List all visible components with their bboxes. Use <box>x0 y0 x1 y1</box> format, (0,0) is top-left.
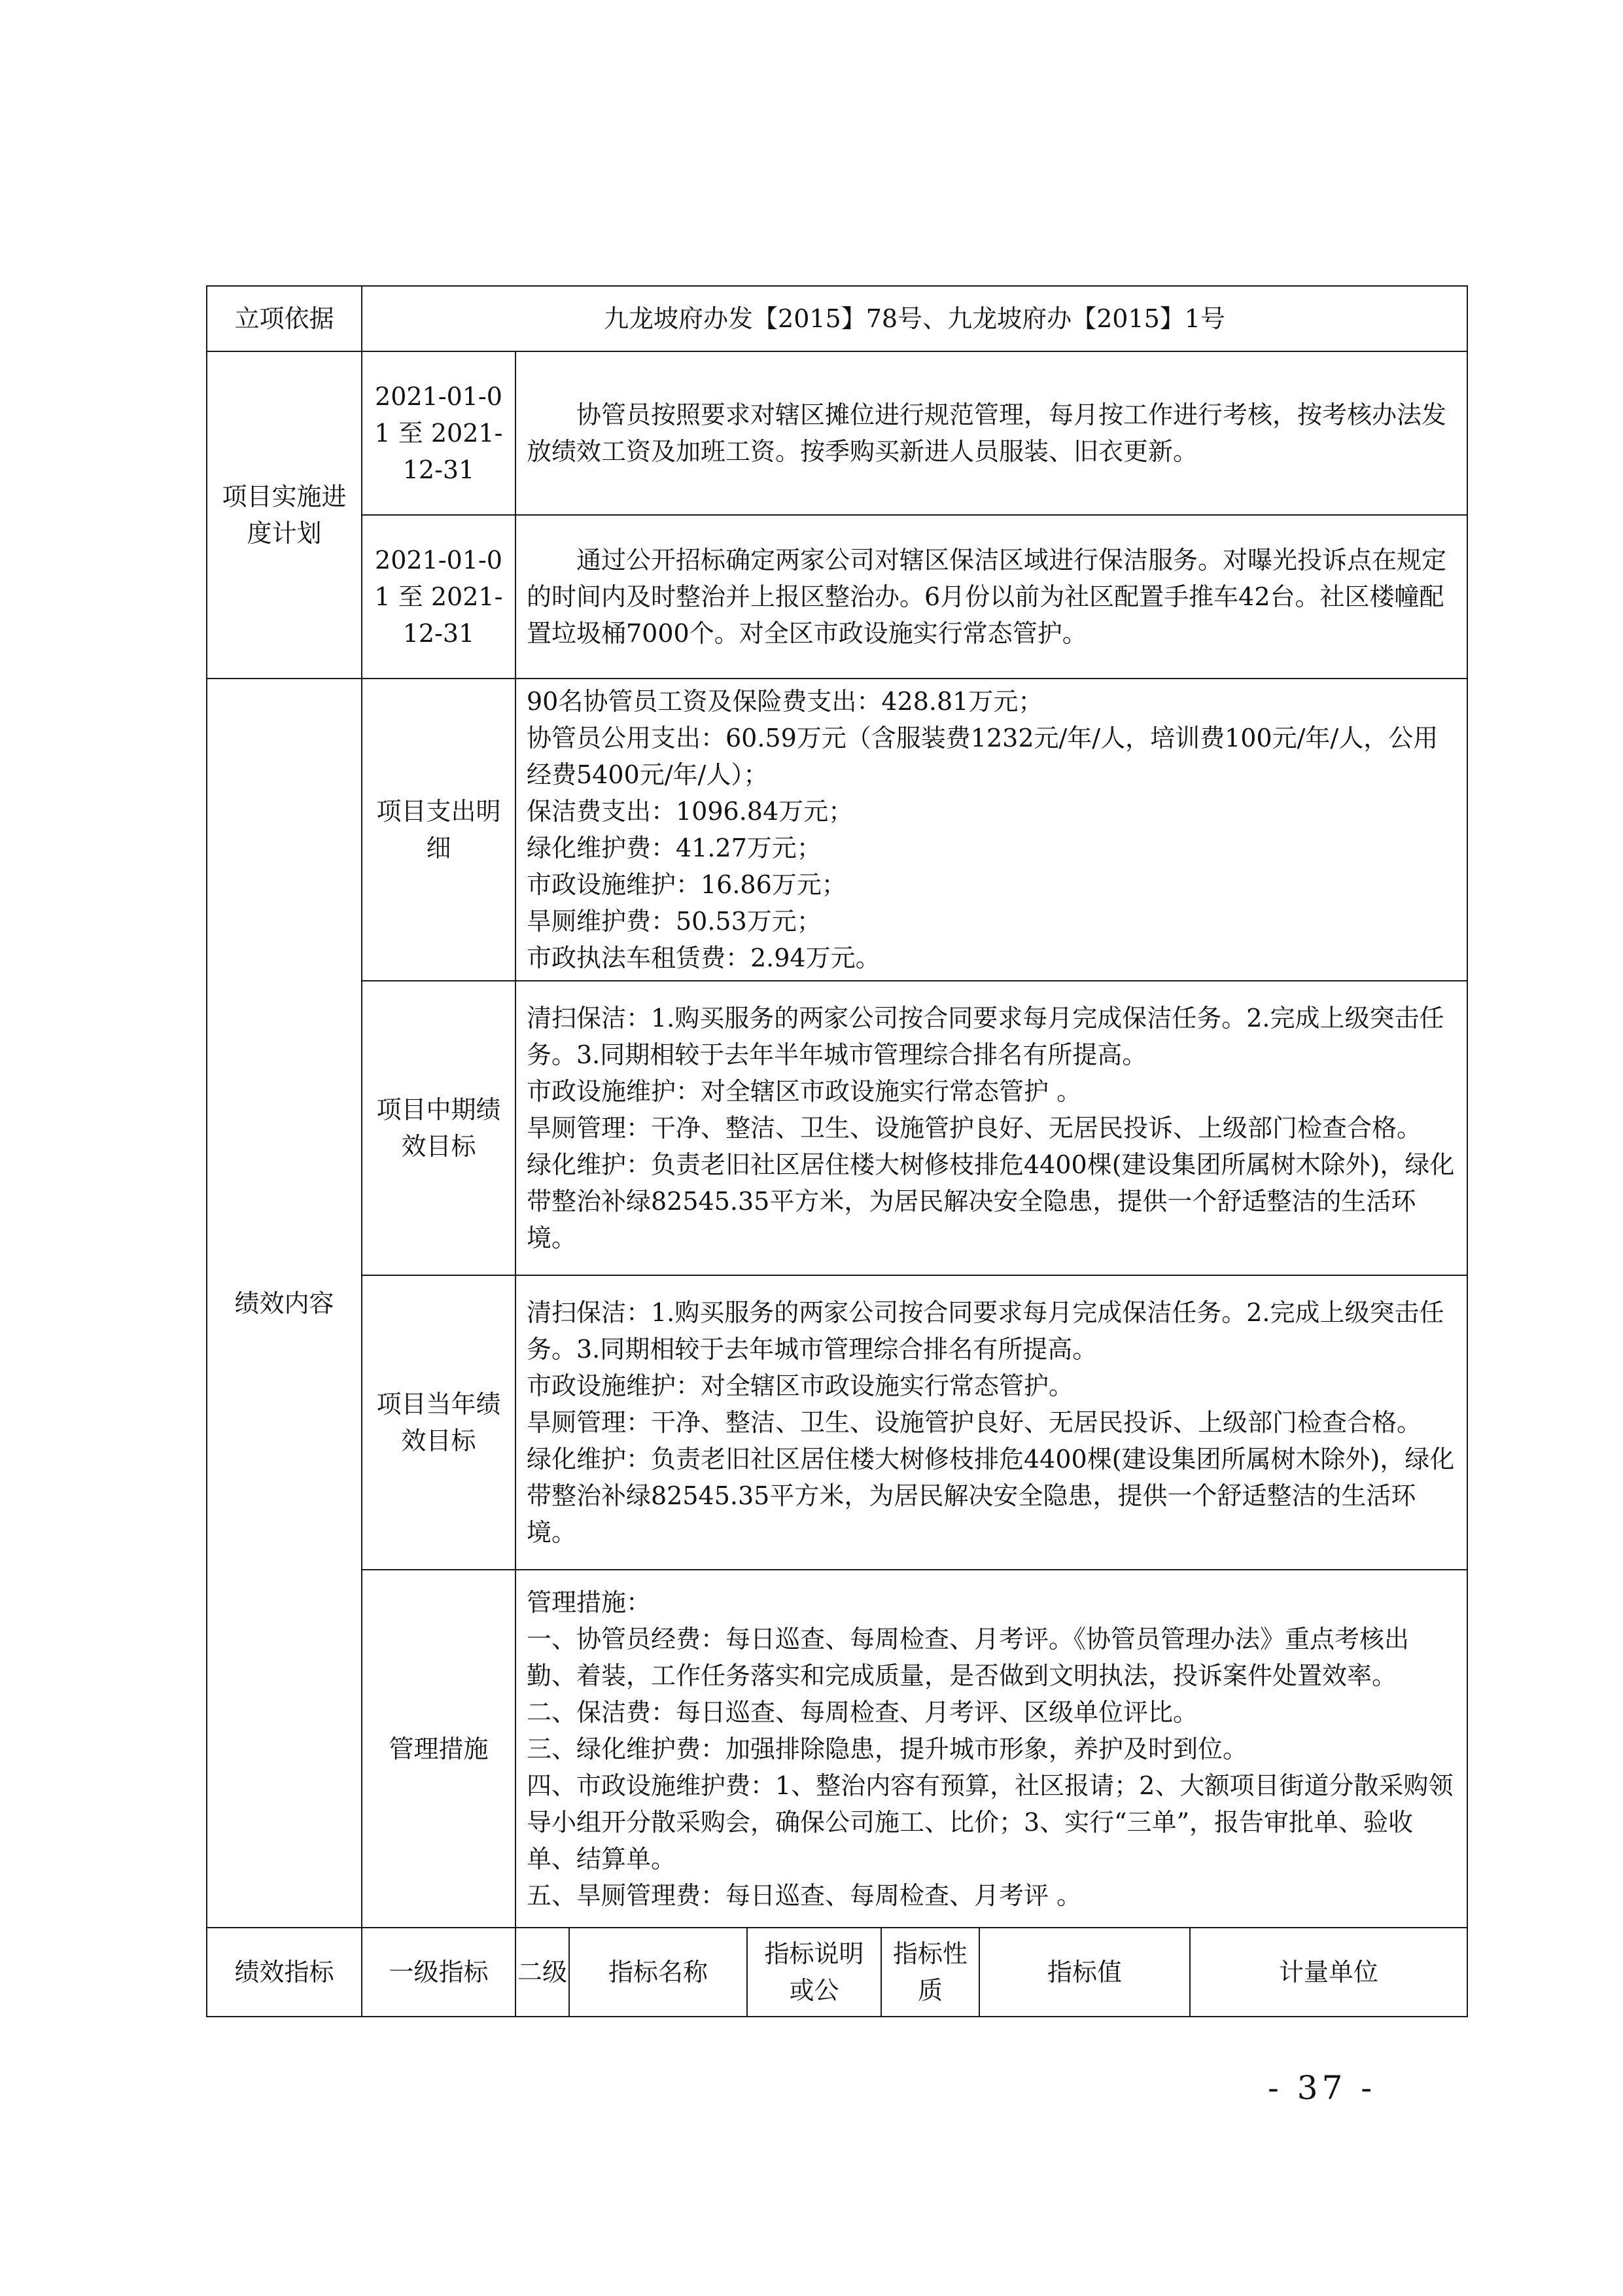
header-indicator-name: 指标名称 <box>569 1928 747 2017</box>
schedule-period: 2021-01-01 至 2021-12-31 <box>362 515 515 679</box>
midterm-goals <box>515 981 1467 1275</box>
indicators-header-row <box>207 1928 1467 2017</box>
basis-value: 九龙坡府办发【2015】78号、九龙坡府办【2015】1号 <box>362 286 1467 351</box>
schedule-row <box>207 351 1467 515</box>
midterm-line: 绿化维护：负责老旧社区居住楼大树修枝排危4400棵(建设集团所属树木除外)，绿化带整治补绿82545.35平方米，为居民解决安全隐患，提供一个舒适整洁的生活环境。 <box>527 1150 1455 1252</box>
expense-line: 90名协管员工资及保险费支出：428.81万元； <box>527 687 1043 716</box>
midterm-line: 市政设施维护：对全辖区市政设施实行常态管护 。 <box>527 1077 1082 1106</box>
header-indicator-value: 指标值 <box>979 1928 1190 2017</box>
expense-row <box>207 679 1467 981</box>
expense-label: 项目支出明细 <box>362 679 515 981</box>
measures-line: 管理措施： <box>527 1587 652 1617</box>
annual-line: 绿化维护：负责老旧社区居住楼大树修枝排危4400棵(建设集团所属树木除外)，绿化带整治补绿82545.35平方米，为居民解决安全隐患，提供一个舒适整洁的生活环境。 <box>527 1445 1455 1547</box>
midterm-line: 旱厕管理：干净、整洁、卫生、设施管护良好、无居民投诉、上级部门检查合格。 <box>527 1114 1422 1142</box>
midterm-label: 项目中期绩效目标 <box>362 981 515 1275</box>
expense-details <box>515 679 1467 981</box>
page-number: - 37 - <box>1268 2069 1376 2107</box>
midterm-line: 清扫保洁：1.购买服务的两家公司按合同要求每月完成保洁任务。2.完成上级突击任务。3.同期相较于去年半年城市管理综合排名有所提高。 <box>527 1004 1444 1069</box>
annual-goals <box>515 1275 1467 1570</box>
expense-line: 绿化维护费：41.27万元； <box>527 834 822 862</box>
project-info-table <box>206 285 1468 2017</box>
annual-line: 市政设施维护：对全辖区市政设施实行常态管护。 <box>527 1371 1074 1400</box>
measures-line: 二、保洁费：每日巡查、每周检查、月考评、区级单位评比。 <box>527 1697 1198 1727</box>
basis-row <box>207 286 1467 351</box>
performance-label: 绩效内容 <box>207 679 362 1928</box>
measures-content <box>515 1570 1467 1928</box>
expense-line: 保洁费支出：1096.84万元； <box>527 797 854 826</box>
indicators-label: 绩效指标 <box>207 1928 362 2017</box>
expense-line: 市政设施维护：16.86万元； <box>527 870 846 899</box>
annual-line: 旱厕管理：干净、整洁、卫生、设施管护良好、无居民投诉、上级部门检查合格。 <box>527 1408 1422 1437</box>
basis-label: 立项依据 <box>207 286 362 351</box>
measures-line: 五、旱厕管理费：每日巡查、每周检查、月考评 。 <box>527 1881 1082 1910</box>
measures-label: 管理措施 <box>362 1570 515 1928</box>
annual-line: 清扫保洁：1.购买服务的两家公司按合同要求每月完成保洁任务。2.完成上级突击任务。3.同期相较于去年城市管理综合排名有所提高。 <box>527 1298 1444 1364</box>
schedule-label: 项目实施进度计划 <box>207 351 362 679</box>
measures-row <box>207 1570 1467 1928</box>
measures-line: 一、协管员经费：每日巡查、每周检查、月考评。《协管员管理办法》重点考核出勤、着装，工作任务落实和完成质量，是否做到文明执法，投诉案件处置效率。 <box>527 1624 1410 1690</box>
measures-line: 三、绿化维护费：加强排除隐患，提升城市形象，养护及时到位。 <box>527 1734 1248 1763</box>
annual-label: 项目当年绩效目标 <box>362 1275 515 1570</box>
expense-line: 旱厕维护费：50.53万元； <box>527 907 822 936</box>
midterm-row <box>207 981 1467 1275</box>
header-unit: 计量单位 <box>1190 1928 1467 2017</box>
header-level2: 二级 <box>515 1928 569 2017</box>
expense-line: 协管员公用支出：60.59万元（含服装费1232元/年/人，培训费100元/年/人，公用经费5400元/年/人）； <box>527 724 1439 789</box>
header-level1: 一级指标 <box>362 1928 515 2017</box>
measures-line: 四、市政设施维护费：1、整治内容有预算，社区报请；2、大额项目街道分散采购领导小组开分散采购会，确保公司施工、比价；3、实行“三单”，报告审批单、验收单、结算单。 <box>527 1771 1454 1873</box>
schedule-content: 协管员按照要求对辖区摊位进行规范管理，每月按工作进行考核，按考核办法发放绩效工资及加班工资。按季购买新进人员服装、旧衣更新。 <box>515 351 1467 515</box>
header-indicator-desc: 指标说明或公 <box>747 1928 881 2017</box>
schedule-content: 通过公开招标确定两家公司对辖区保洁区域进行保洁服务。对曝光投诉点在规定的时间内及时整治并上报区整治办。6月份以前为社区配置手推车42台。社区楼幢配置垃圾桶7000个。对全区市政设施实行常态管护。 <box>515 515 1467 679</box>
schedule-period: 2021-01-01 至 2021-12-31 <box>362 351 515 515</box>
schedule-row <box>207 515 1467 679</box>
annual-row <box>207 1275 1467 1570</box>
expense-line: 市政执法车租赁费：2.94万元。 <box>527 944 881 972</box>
header-indicator-nature: 指标性质 <box>881 1928 979 2017</box>
